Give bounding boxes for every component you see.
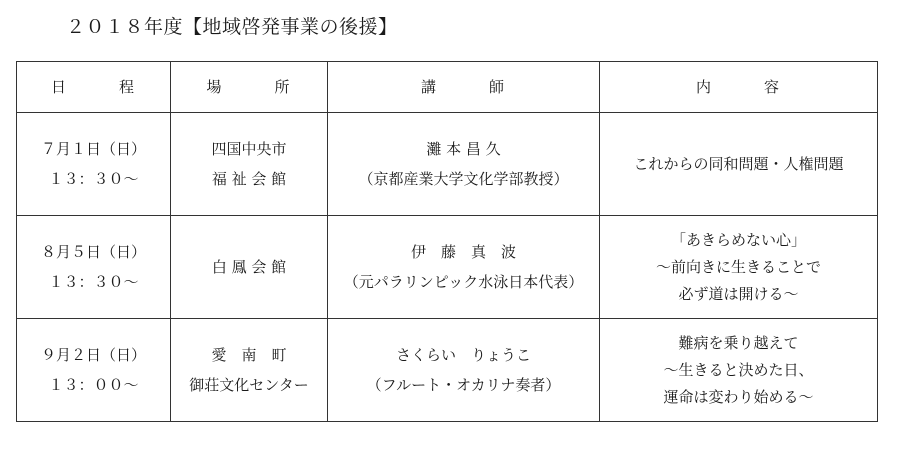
place-cell [171,319,328,422]
event-date: ８月５日（日） [40,243,146,261]
place-cell [171,113,328,216]
lecturer-name: 灘 本 昌 久 [426,140,501,158]
table-header-row [17,62,878,113]
place-line: 白 鳳 会 館 [211,258,287,276]
content-cell [600,113,878,216]
document-title: ２０１８年度【地域啓発事業の後援】 [66,16,398,38]
event-time: １３：００～ [48,376,139,394]
content-cell [600,319,878,422]
table-row [17,319,878,422]
place-line: 福 祉 会 館 [211,170,287,188]
content-line: これからの同和問題・人権問題 [633,155,844,173]
content-line: ～前向きに生きることで [655,258,821,276]
lecturer-name: さくらい りょうこ [395,346,531,364]
schedule-table [16,61,878,422]
lecturer-name: 伊 藤 真 波 [410,243,516,261]
header-lecturer: 講 師 [328,62,600,113]
place-line: 愛 南 町 [211,346,287,364]
lecturer-cell [328,113,600,216]
date-cell [17,113,171,216]
header-content: 内 容 [600,62,878,113]
content-line: 難病を乗り越えて [678,334,799,352]
lecturer-title: （京都産業大学文化学部教授） [358,170,569,188]
lecturer-cell [328,216,600,319]
content-line: 必ず道は開ける～ [678,285,799,303]
header-date: 日 程 [17,62,171,113]
table-row [17,216,878,319]
date-cell [17,216,171,319]
content-line: 運命は変わり始める～ [663,388,814,406]
place-line: 御荘文化センター [189,376,309,394]
date-cell [17,319,171,422]
lecturer-cell [328,319,600,422]
place-line: 四国中央市 [211,140,287,158]
content-cell [600,216,878,319]
content-line: ～生きると決めた日、 [663,361,814,379]
header-place: 場 所 [171,62,328,113]
lecturer-title: （フルート・オカリナ奏者） [366,376,561,394]
place-cell [171,216,328,319]
lecturer-title: （元パラリンピック水泳日本代表） [343,273,584,291]
event-date: ７月１日（日） [40,140,146,158]
event-date: ９月２日（日） [40,346,146,364]
table-row [17,113,878,216]
event-time: １３：３０～ [48,170,139,188]
content-line: 「あきらめない心」 [670,231,806,249]
event-time: １３：３０～ [48,273,139,291]
